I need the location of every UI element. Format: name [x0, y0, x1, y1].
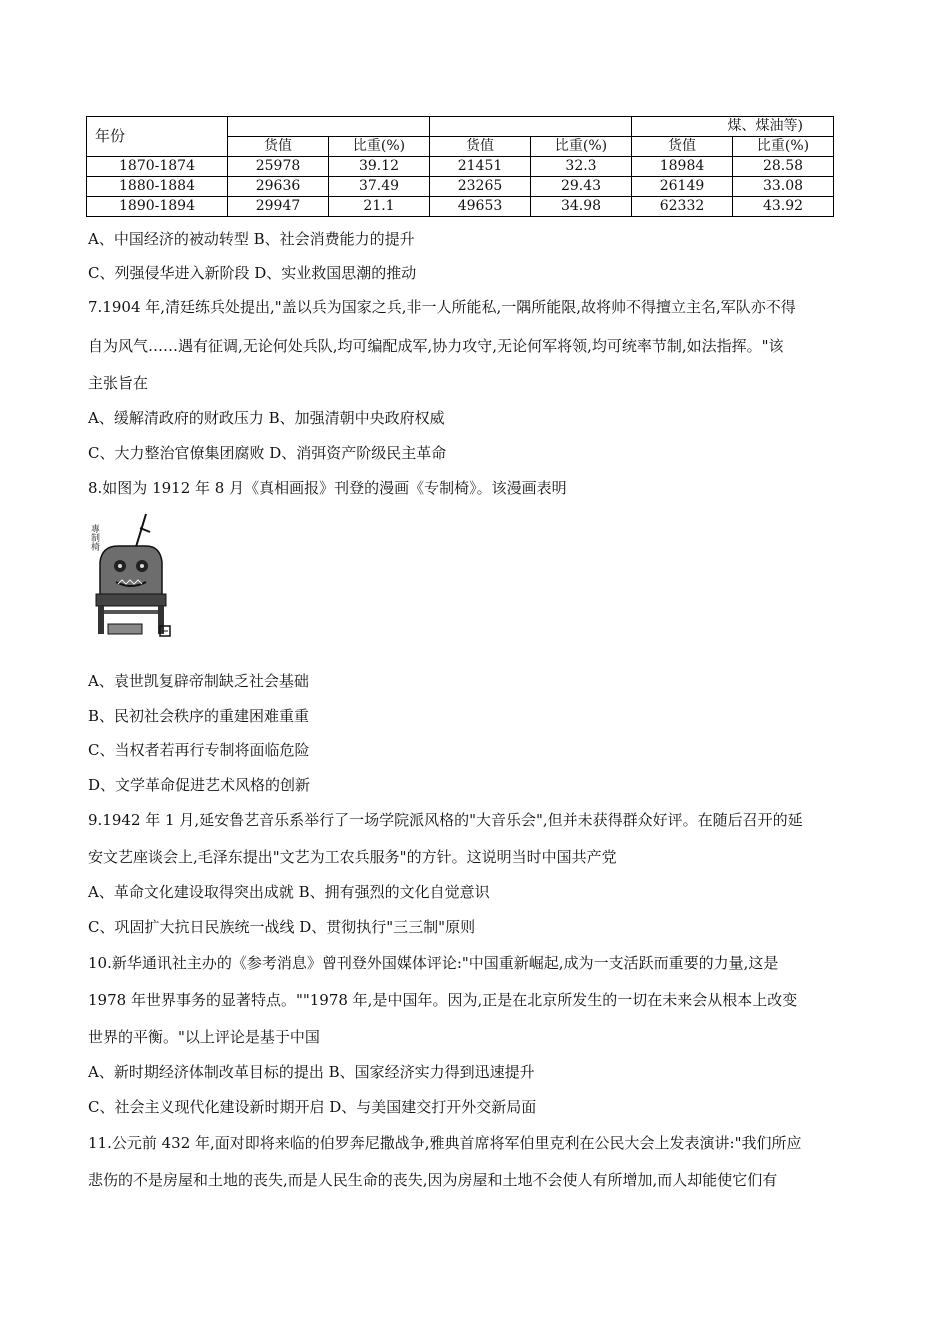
- group2-header: [430, 117, 632, 137]
- table-cell: 34.98: [531, 197, 632, 217]
- q8-option: D、文学革命促进艺术风格的创新: [88, 776, 311, 794]
- table-header-row: [87, 117, 834, 137]
- table-cell: 37.49: [329, 177, 430, 197]
- table-cell: 26149: [632, 177, 733, 197]
- q8-option: B、民初社会秩序的重建困难重重: [88, 707, 310, 725]
- group1-header: [228, 117, 430, 137]
- table-cell: 1880-1884: [87, 177, 228, 197]
- table-row: [87, 197, 834, 217]
- table-row: [87, 177, 834, 197]
- sub-header: 比重(%): [531, 137, 632, 157]
- table-cell: 49653: [430, 197, 531, 217]
- q6-option-cd: C、列强侵华进入新阶段 D、实业救国思潮的推动: [88, 264, 417, 282]
- table-cell: 39.12: [329, 157, 430, 177]
- q7-option-cd: C、大力整治官僚集团腐败 D、消弭资产阶级民主革命: [88, 444, 447, 462]
- q7-stem-line: 主张旨在: [88, 374, 149, 392]
- q8-stem: 8.如图为 1912 年 8 月《真相画报》刊登的漫画《专制椅》。该漫画表明: [88, 479, 567, 497]
- table-cell: 18984: [632, 157, 733, 177]
- q9-option-ab: A、革命文化建设取得突出成就 B、拥有强烈的文化自觉意识: [88, 883, 490, 901]
- q6-option-ab: A、中国经济的被动转型 B、社会消费能力的提升: [88, 230, 415, 248]
- year-header: 年份: [87, 117, 228, 157]
- table-cell: 29636: [228, 177, 329, 197]
- q7-option-ab: A、缓解清政府的财政压力 B、加强清朝中央政府权威: [88, 409, 445, 427]
- q10-option-cd: C、社会主义现代化建设新时期开启 D、与美国建交打开外交新局面: [88, 1098, 537, 1116]
- q10-stem-line: 世界的平衡。"以上评论是基于中国: [88, 1028, 320, 1046]
- q7-stem-line: 自为风气……遇有征调,无论何处兵队,均可编配成军,协力攻守,无论何军将领,均可统率节制,如法指挥。"该: [88, 337, 784, 355]
- q9-stem-line: 9.1942 年 1 月,延安鲁艺音乐系举行了一场学院派风格的"大音乐会",但并未获得群众好评。在随后召开的延: [88, 811, 803, 829]
- sub-header: 货值: [430, 137, 531, 157]
- table-cell: 43.92: [733, 197, 834, 217]
- q8-option: A、袁世凯复辟帝制缺乏社会基础: [88, 672, 309, 690]
- table-cell: 33.08: [733, 177, 834, 197]
- q8-option: C、当权者若再行专制将面临危险: [88, 741, 310, 759]
- q10-option-ab: A、新时期经济体制改革目标的提出 B、国家经济实力得到迅速提升: [88, 1063, 535, 1081]
- table-cell: 21.1: [329, 197, 430, 217]
- group3-header: 煤、煤油等): [632, 117, 834, 137]
- q10-stem-line: 1978 年世界事务的显著特点。""1978 年,是中国年。因为,正是在北京所发生的一切在未来会从根本上改变: [88, 991, 798, 1009]
- cartoon-caption: 專制椅: [89, 524, 99, 551]
- q9-option-cd: C、巩固扩大抗日民族统一战线 D、贯彻执行"三三制"原则: [88, 918, 476, 936]
- table-cell: 21451: [430, 157, 531, 177]
- sub-header: 货值: [632, 137, 733, 157]
- table-cell: 25978: [228, 157, 329, 177]
- table-cell: 29.43: [531, 177, 632, 197]
- sub-header: 货值: [228, 137, 329, 157]
- table-cell: 62332: [632, 197, 733, 217]
- table-row: [87, 157, 834, 177]
- table-cell: 32.3: [531, 157, 632, 177]
- trade-table: [86, 116, 834, 217]
- q10-stem-line: 10.新华通讯社主办的《参考消息》曾刊登外国媒体评论:"中国重新崛起,成为一支活跃而重要的力量,这是: [88, 954, 779, 972]
- dictatorship-chair-cartoon: [88, 510, 172, 642]
- table-cell: 1870-1874: [87, 157, 228, 177]
- sub-header: 比重(%): [329, 137, 430, 157]
- table-cell: 28.58: [733, 157, 834, 177]
- q11-stem-line: 11.公元前 432 年,面对即将来临的伯罗奔尼撒战争,雅典首席将军伯里克利在公民大会上发表演讲:"我们所应: [88, 1134, 802, 1152]
- q11-stem-line: 悲伤的不是房屋和土地的丧失,而是人民生命的丧失,因为房屋和土地不会使人有所增加,而人却能使它们有: [88, 1171, 778, 1189]
- sub-header: 比重(%): [733, 137, 834, 157]
- q7-stem-line: 7.1904 年,清廷练兵处提出,"盖以兵为国家之兵,非一人所能私,一隅所能限,故将帅不得擅立主名,军队亦不得: [88, 298, 796, 316]
- q9-stem-line: 安文艺座谈会上,毛泽东提出"文艺为工农兵服务"的方针。这说明当时中国共产党: [88, 848, 617, 866]
- table-cell: 23265: [430, 177, 531, 197]
- table-cell: 29947: [228, 197, 329, 217]
- table-cell: 1890-1894: [87, 197, 228, 217]
